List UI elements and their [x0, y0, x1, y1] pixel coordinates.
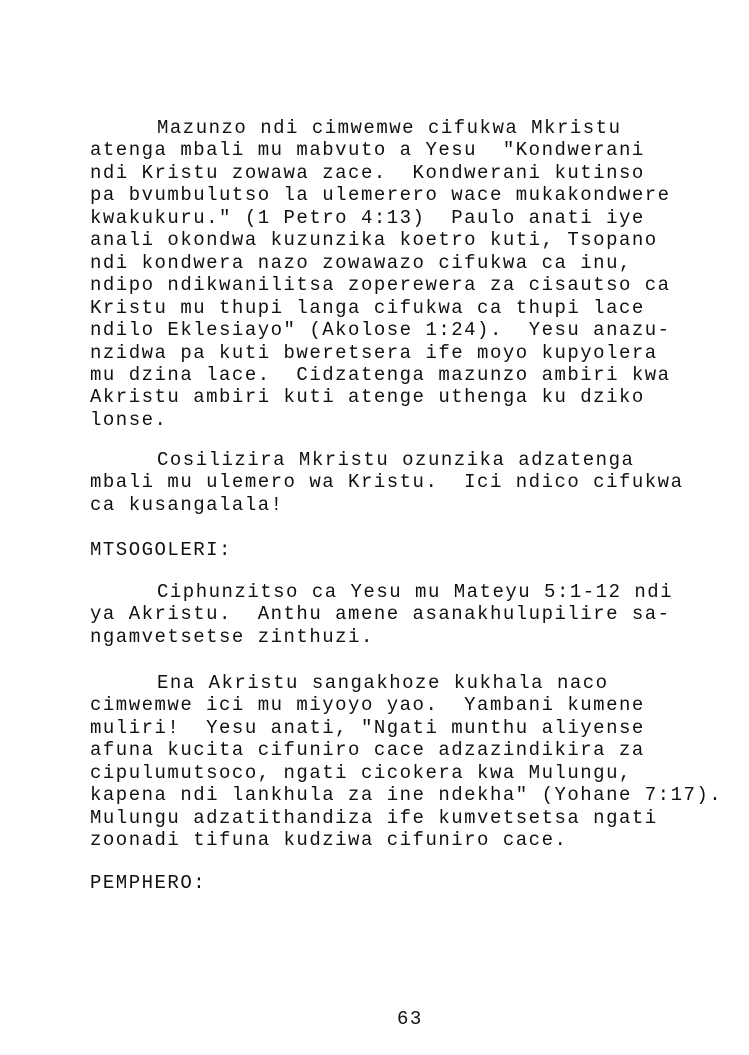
text-line: zoonadi tifuna kudziwa cifuniro cace. [90, 829, 568, 852]
text-line: ngamvetsetse zinthuzi. [90, 625, 374, 648]
text-line: Ena Akristu sangakhoze kukhala naco [157, 672, 609, 694]
text-line: ndi kondwera nazo zowawazo cifukwa ca inu, [90, 251, 632, 274]
paragraph-comfort [90, 449, 684, 516]
text-line: ndilo Eklesiayo" (Akolose 1:24). Yesu anazu- [90, 319, 671, 342]
text-line: mu dzina lace. Cidzatenga mazunzo ambiri kwa [90, 363, 671, 386]
text-line: cipulumutsoco, ngati cicokera kwa Mulungu, [90, 761, 632, 784]
text-line: Mazunzo ndi cimwemwe cifukwa Mkristu [157, 117, 622, 139]
text-line: nzidwa pa kuti bweretsera ife moyo kupyolera [90, 341, 658, 364]
text-line: ndipo ndikwanilitsa zoperewera za cisautso ca [90, 274, 671, 297]
text-line: ya Akristu. Anthu amene asanakhulupilire sa- [90, 603, 671, 626]
text-line: anali okondwa kuzunzika koetro kuti, Tsopano [90, 229, 658, 252]
heading-text: PEMPHERO: [90, 872, 207, 894]
text-line: Ciphunzitso ca Yesu mu Mateyu 5:1-12 ndi [157, 581, 674, 603]
heading-text: MTSOGOLERI: [90, 539, 232, 561]
text-line: ca kusangalala! [90, 493, 284, 516]
text-line: afuna kucita cifuniro cace adzazindikira za [90, 739, 645, 762]
text-line: pa bvumbulutso la ulemerero wace mukakondwere [90, 184, 671, 207]
text-line: Cosilizira Mkristu ozunzika adzatenga [157, 449, 635, 471]
text-line: kwakukuru." (1 Petro 4:13) Paulo anati iye [90, 206, 645, 229]
page-number: 63 [397, 1008, 423, 1030]
paragraph-joy [90, 672, 722, 852]
text-line: muliri! Yesu anati, "Ngati munthu aliyense [90, 716, 645, 739]
text-line: mbali mu ulemero wa Kristu. Ici ndico cifukwa [90, 471, 684, 494]
text-line: Mulungu adzatithandiza ife kumvetsetsa ngati [90, 806, 658, 829]
text-line: Akristu ambiri kuti atenge uthenga ku dziko [90, 386, 645, 409]
section-heading-pemphero [90, 872, 206, 894]
section-heading-mtsogoleri [90, 539, 232, 561]
text-line: cimwemwe ici mu miyoyo yao. Yambani kumene [90, 694, 645, 717]
paragraph-suffering-joy [90, 117, 671, 431]
text-line: lonse. [90, 408, 168, 431]
paragraph-teaching [90, 581, 673, 648]
text-line: kapena ndi lankhula za ine ndekha" (Yohane 7:17). [90, 784, 723, 807]
text-line: Kristu mu thupi langa cifukwa ca thupi lace [90, 296, 645, 319]
text-line: atenga mbali mu mabvuto a Yesu "Kondwerani [90, 139, 645, 162]
text-line: ndi Kristu zowawa zace. Kondwerani kutinso [90, 161, 645, 184]
